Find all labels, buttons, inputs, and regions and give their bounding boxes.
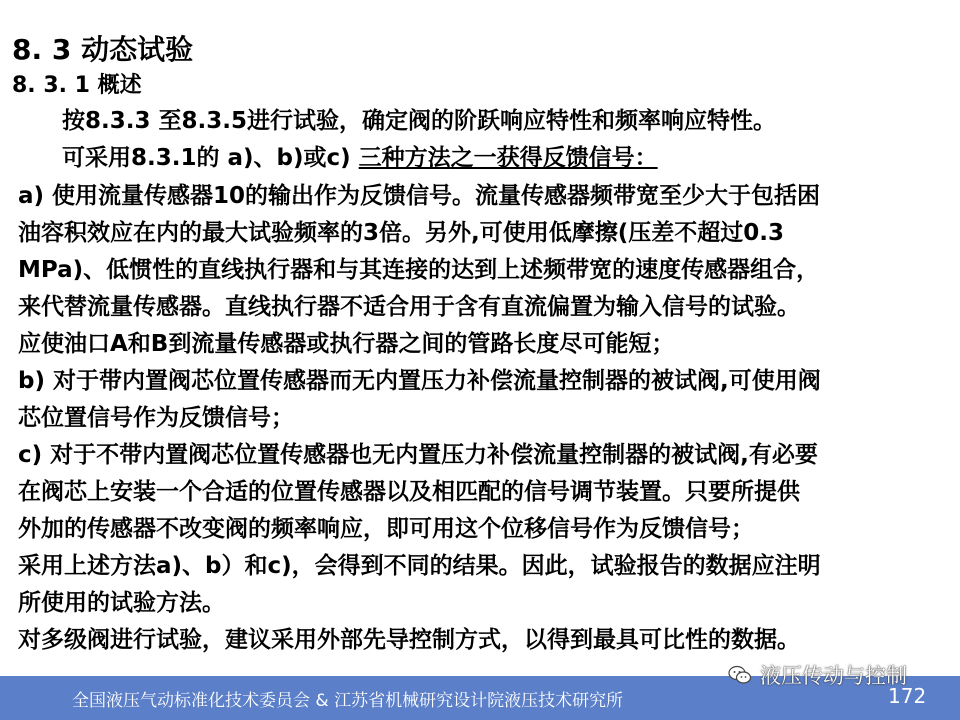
paragraph-line: 油容积效应在内的最大试验频率的3倍。另外,可使用低摩擦(压差不超过0.3 <box>18 220 784 246</box>
paragraph-line: 对多级阀进行试验，建议采用外部先导控制方式，以得到最具可比性的数据。 <box>18 627 800 653</box>
paragraph-line: c) 对于不带内置阀芯位置传感器也无内置压力补偿流量控制器的被试阀,有必要 <box>18 442 818 468</box>
watermark-text: 液压传动与控制 <box>760 664 907 688</box>
paragraph-line: 应使油口A和B到流量传感器或执行器之间的管路长度尽可能短； <box>18 331 675 357</box>
paragraph-line: a) 使用流量传感器10的输出作为反馈信号。流量传感器频带宽至少大于包括困 <box>18 183 821 209</box>
paragraph-text: 之一获得反馈信号： <box>450 145 658 171</box>
paragraph-line: b) 对于带内置阀芯位置传感器而无内置压力补偿流量控制器的被试阀,可使用阀 <box>18 368 821 394</box>
paragraph-line: 来代替流量传感器。直线执行器不适合用于含有直流偏置为输入信号的试验。 <box>18 294 800 320</box>
footer-text: 全国液压气动标准化技术委员会 & 江苏省机械研究设计院液压技术研究所 <box>72 691 624 711</box>
wechat-icon <box>728 663 752 687</box>
underlined-text: 三种方法 <box>358 145 451 171</box>
paragraph-line: 采用上述方法a)、b）和c)，会得到不同的结果。因此，试验报告的数据应注明 <box>18 553 821 579</box>
paragraph-line: 外加的传感器不改变阀的频率响应，即可用这个位移信号作为反馈信号； <box>18 516 754 542</box>
paragraph-line: 芯位置信号作为反馈信号； <box>18 405 294 431</box>
page-number: 172 <box>888 684 927 708</box>
paragraph-line: 在阀芯上安装一个合适的位置传感器以及相匹配的信号调节装置。只要所提供 <box>18 479 800 505</box>
paragraph-text: 可采用8.3.1的 a)、b)或c) <box>62 145 359 171</box>
subsection-title: 8. 3. 1 概述 <box>12 73 142 98</box>
paragraph-line <box>62 143 658 173</box>
paragraph-line: MPa)、低惯性的直线执行器和与其连接的达到上述频带宽的速度传感器组合， <box>18 257 820 283</box>
paragraph-line: 按8.3.3 至8.3.5进行试验，确定阀的阶跃响应特性和频率响应特性。 <box>62 108 776 134</box>
paragraph-line: 所使用的试验方法。 <box>18 590 225 616</box>
watermark <box>728 660 907 690</box>
section-title: 8. 3 动态试验 <box>12 33 194 66</box>
